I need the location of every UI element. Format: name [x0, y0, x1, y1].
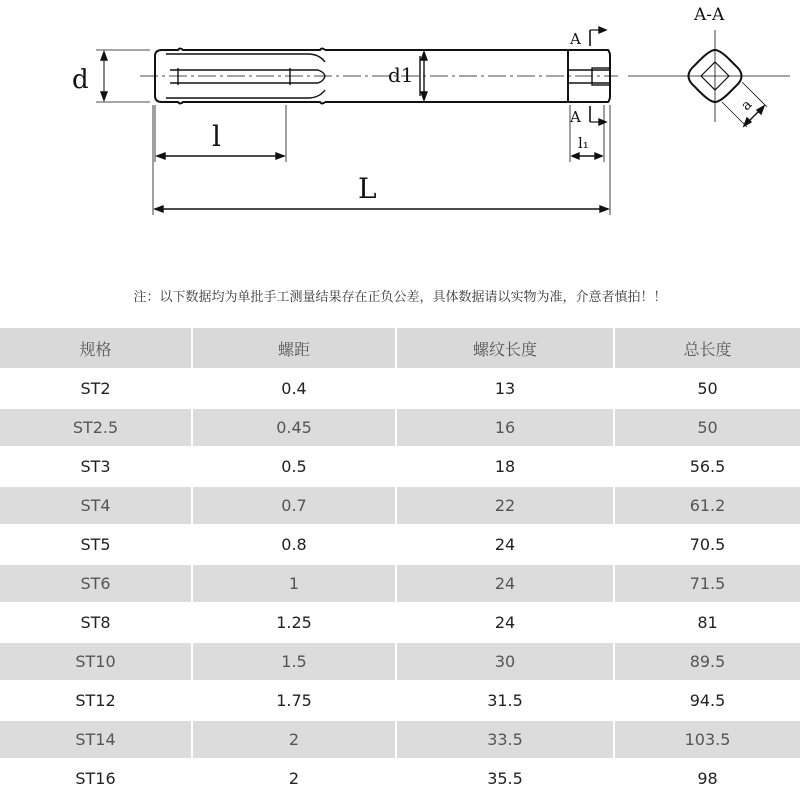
label-d1: d1: [388, 63, 414, 87]
cell-spec: ST4: [0, 486, 192, 525]
dimension-d1: [421, 52, 427, 100]
label-l: l: [212, 120, 221, 153]
cell-pitch: 2: [192, 759, 396, 797]
cell-thread-length: 35.5: [396, 759, 614, 797]
cell-pitch: 0.4: [192, 369, 396, 408]
cell-total-length: 94.5: [614, 681, 800, 720]
dimension-L: [153, 105, 610, 215]
cell-total-length: 56.5: [614, 447, 800, 486]
cell-total-length: 103.5: [614, 720, 800, 759]
label-L: L: [358, 172, 377, 205]
label-d: d: [72, 65, 89, 95]
header-pitch: 螺距: [192, 328, 396, 369]
label-A-top: A: [570, 30, 581, 48]
cell-total-length: 50: [614, 408, 800, 447]
cell-spec: ST5: [0, 525, 192, 564]
cell-spec: ST3: [0, 447, 192, 486]
table-row: [0, 447, 800, 486]
cell-pitch: 0.7: [192, 486, 396, 525]
header-thread-length: 螺纹长度: [396, 328, 614, 369]
cell-thread-length: 13: [396, 369, 614, 408]
cell-thread-length: 24: [396, 564, 614, 603]
table-row: [0, 603, 800, 642]
cell-spec: ST6: [0, 564, 192, 603]
cell-thread-length: 33.5: [396, 720, 614, 759]
cell-spec: ST2.5: [0, 408, 192, 447]
cell-pitch: 0.8: [192, 525, 396, 564]
table-row: [0, 525, 800, 564]
cell-total-length: 50: [614, 369, 800, 408]
cell-thread-length: 30: [396, 642, 614, 681]
cell-thread-length: 22: [396, 486, 614, 525]
table-row: [0, 564, 800, 603]
table-row: [0, 408, 800, 447]
table-row: [0, 486, 800, 525]
label-l1: l₁: [578, 134, 589, 152]
cell-thread-length: 24: [396, 603, 614, 642]
tap-drawing-svg: [0, 0, 800, 270]
cell-pitch: 1.75: [192, 681, 396, 720]
table-row: [0, 369, 800, 408]
tap-technical-drawing: [0, 0, 800, 270]
cell-pitch: 0.5: [192, 447, 396, 486]
cell-spec: ST2: [0, 369, 192, 408]
cell-thread-length: 18: [396, 447, 614, 486]
cell-spec: ST12: [0, 681, 192, 720]
header-spec: 规格: [0, 328, 192, 369]
cell-pitch: 1: [192, 564, 396, 603]
cell-pitch: 1.5: [192, 642, 396, 681]
cell-thread-length: 24: [396, 525, 614, 564]
table-row: [0, 681, 800, 720]
cell-spec: ST10: [0, 642, 192, 681]
label-section-AA: A-A: [694, 5, 725, 25]
table-row: [0, 759, 800, 797]
cell-total-length: 61.2: [614, 486, 800, 525]
header-total-length: 总长度: [614, 328, 800, 369]
cell-pitch: 0.45: [192, 408, 396, 447]
cell-total-length: 70.5: [614, 525, 800, 564]
spec-table: [0, 328, 800, 797]
cell-spec: ST8: [0, 603, 192, 642]
section-view: [628, 30, 790, 127]
cell-pitch: 2: [192, 720, 396, 759]
cell-thread-length: 31.5: [396, 681, 614, 720]
cell-total-length: 98: [614, 759, 800, 797]
table-header-row: [0, 328, 800, 369]
label-a: a: [738, 96, 756, 114]
cell-pitch: 1.25: [192, 603, 396, 642]
cell-thread-length: 16: [396, 408, 614, 447]
measurement-disclaimer-note: 注：以下数据均为单批手工测量结果存在正负公差，具体数据请以实物为准，介意者慎拍！！: [133, 290, 667, 305]
cell-total-length: 71.5: [614, 564, 800, 603]
cell-total-length: 89.5: [614, 642, 800, 681]
cell-spec: ST14: [0, 720, 192, 759]
cell-spec: ST16: [0, 759, 192, 797]
table-row: [0, 720, 800, 759]
cell-total-length: 81: [614, 603, 800, 642]
table-row: [0, 642, 800, 681]
label-A-bottom: A: [570, 108, 581, 126]
